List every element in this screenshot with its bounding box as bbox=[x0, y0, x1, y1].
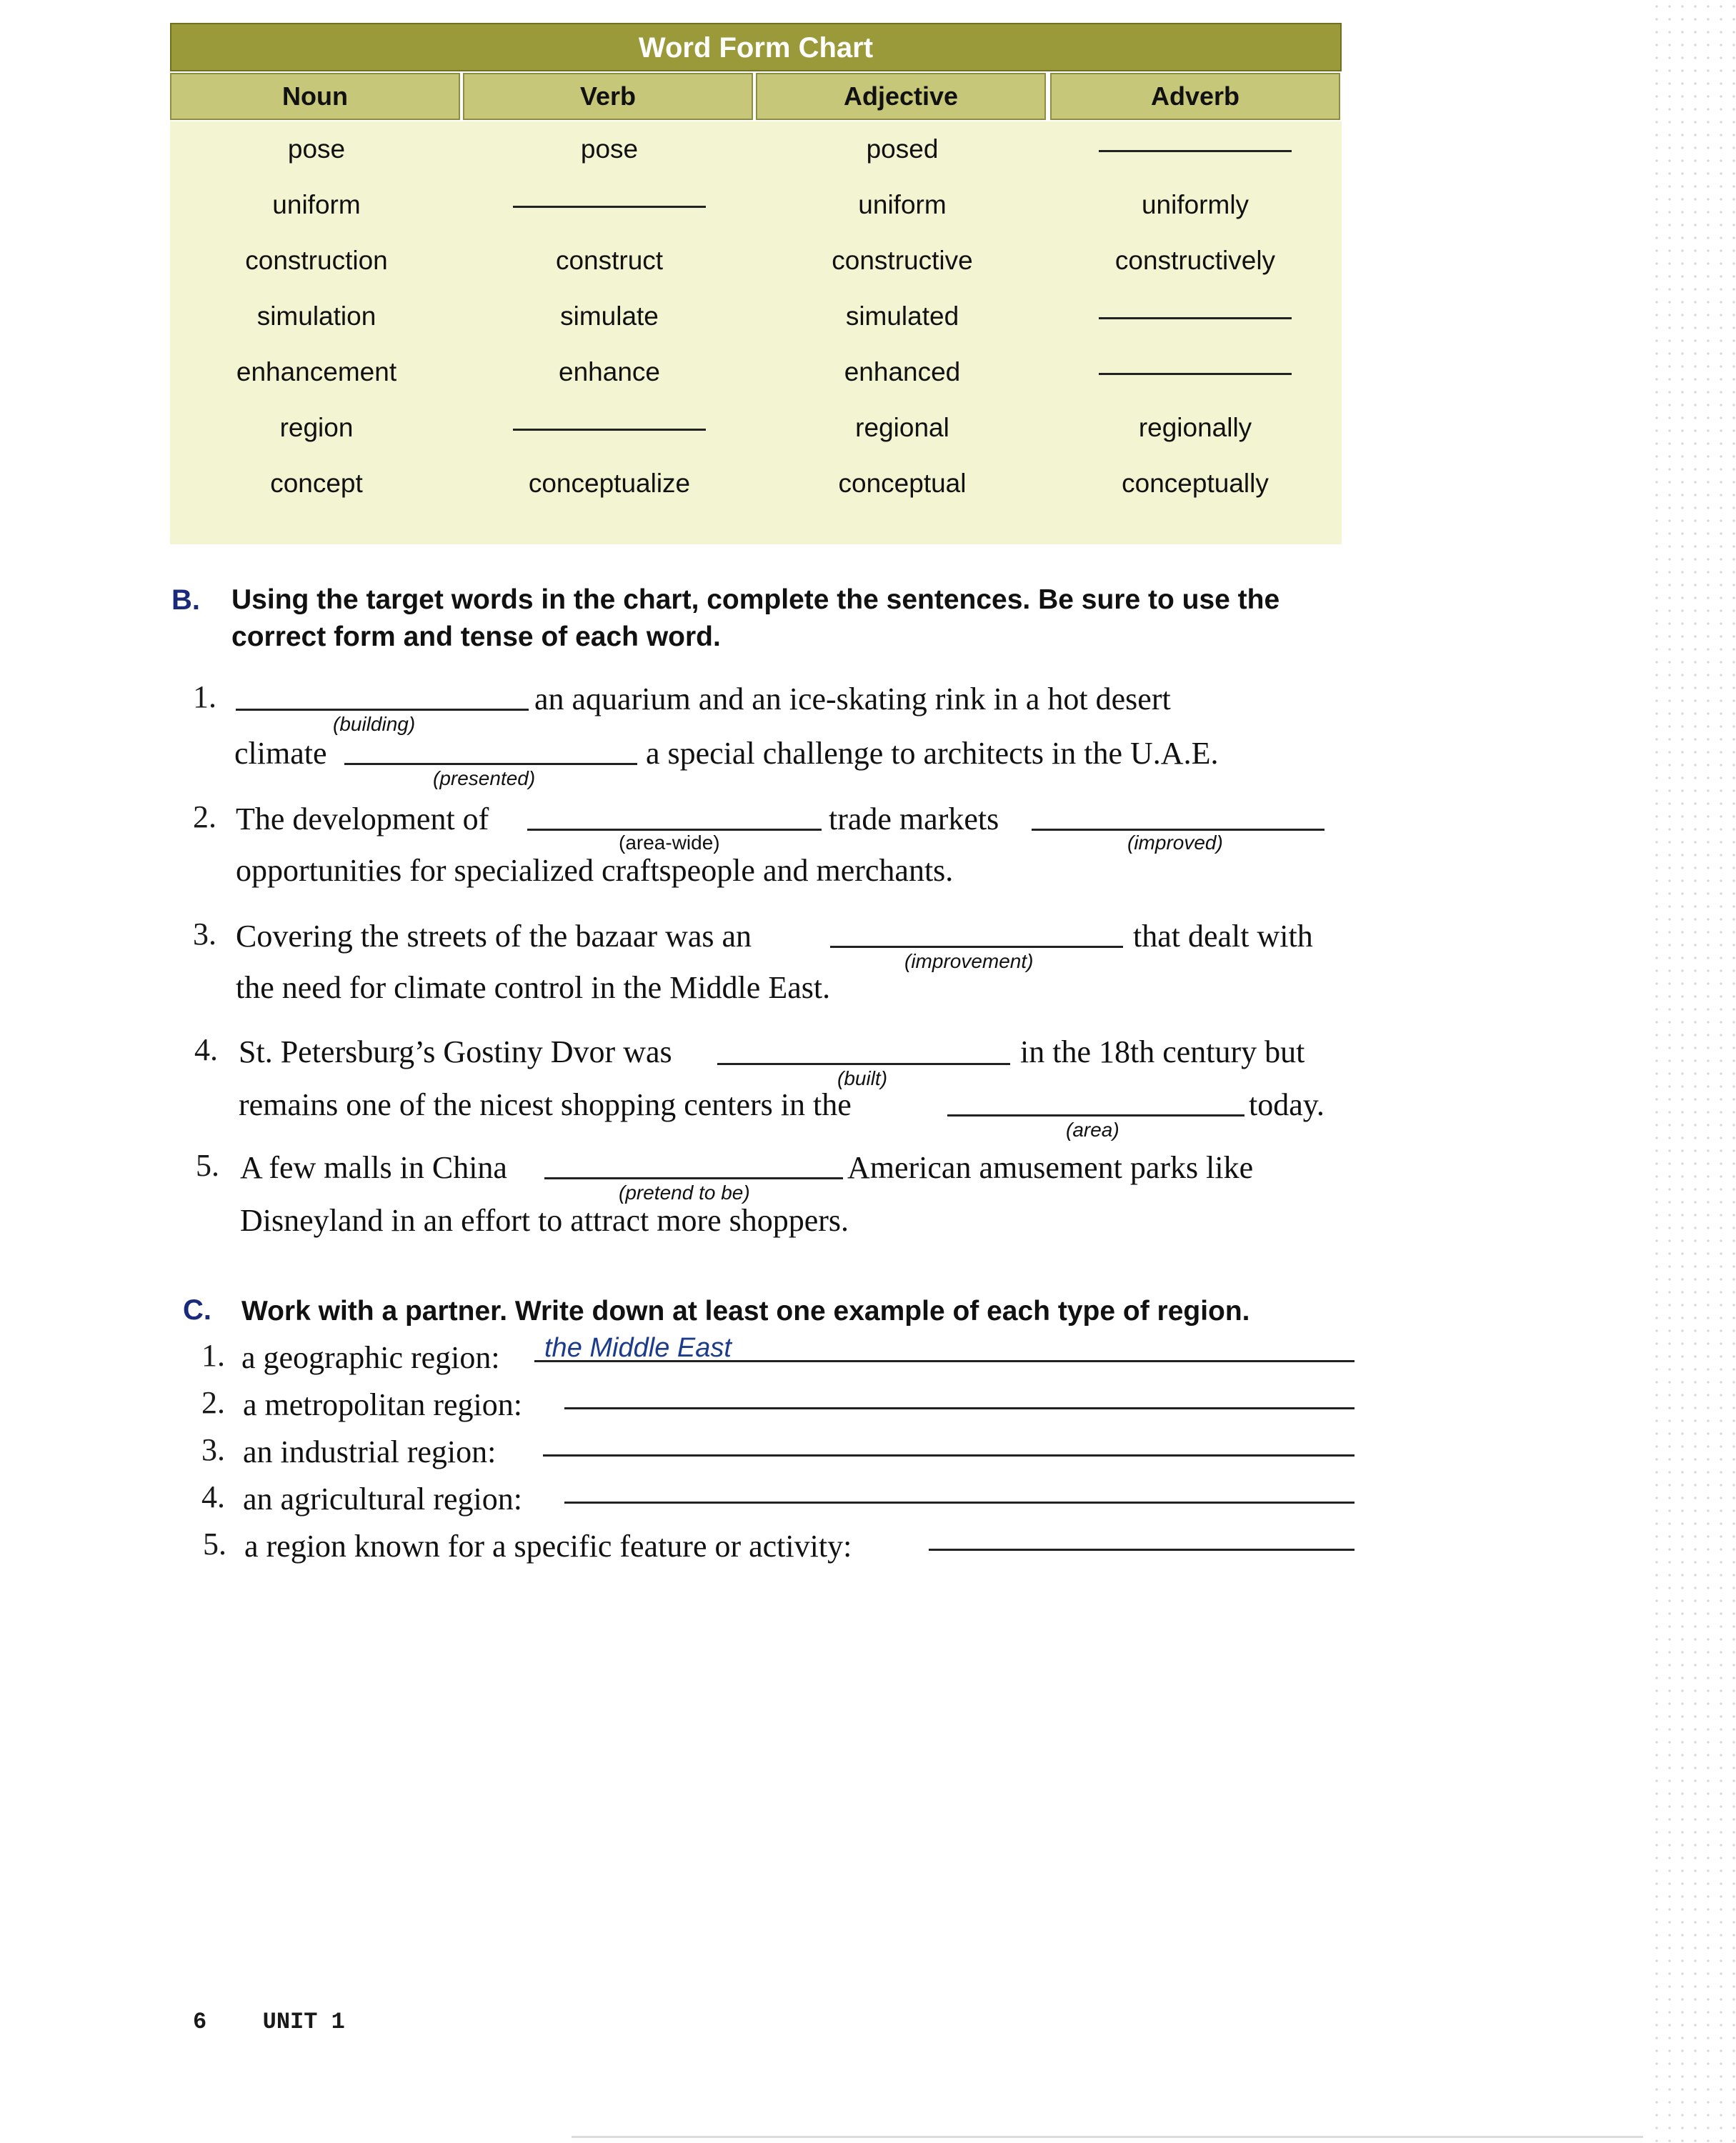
item3-text-a: Covering the streets of the bazaar was an bbox=[236, 919, 752, 954]
cell-adjective: conceptual bbox=[838, 469, 967, 498]
answer-blank[interactable] bbox=[544, 1177, 843, 1179]
cell-adverb-blank[interactable] bbox=[1049, 344, 1342, 400]
item4-text-b: in the 18th century but bbox=[1020, 1034, 1305, 1069]
chart-title: Word Form Chart bbox=[170, 23, 1342, 71]
cell-verb: construct bbox=[555, 246, 664, 275]
page-footer bbox=[193, 2009, 345, 2035]
hint-presented: (presented) bbox=[433, 767, 536, 789]
chart-row bbox=[170, 456, 1342, 511]
item5-text-c: Disneyland in an effort to attract more shoppers. bbox=[240, 1203, 849, 1238]
answer-blank[interactable] bbox=[1099, 316, 1292, 319]
item5-text-a: A few malls in China bbox=[240, 1150, 507, 1185]
hint-improvement: (improvement) bbox=[904, 950, 1034, 972]
item-number: 5. bbox=[196, 1148, 219, 1183]
section-b-letter: B. bbox=[171, 584, 200, 616]
item3-text-c: the need for climate control in the Middle East. bbox=[236, 970, 831, 1005]
answer-line[interactable] bbox=[543, 1454, 1355, 1457]
region-label-agricultural: an agricultural region: bbox=[243, 1482, 522, 1517]
answer-blank[interactable] bbox=[236, 709, 529, 711]
cell-adverb: conceptually bbox=[1122, 469, 1269, 498]
answer-line[interactable] bbox=[564, 1407, 1355, 1409]
item2-text-a: The development of bbox=[236, 801, 489, 836]
answer-line[interactable] bbox=[929, 1549, 1355, 1551]
chart-row bbox=[170, 233, 1342, 289]
item3-text-b: that dealt with bbox=[1133, 919, 1313, 954]
hint-building: (building) bbox=[333, 713, 416, 735]
page-number: 6 bbox=[193, 2009, 207, 2035]
item-number: 1. bbox=[193, 679, 216, 714]
answer-line[interactable] bbox=[564, 1502, 1355, 1504]
cell-adjective: enhanced bbox=[844, 357, 961, 386]
chart-row bbox=[170, 289, 1342, 344]
answer-blank[interactable] bbox=[513, 428, 706, 431]
hint-pretend-to-be: (pretend to be) bbox=[619, 1182, 750, 1204]
item4-text-c: remains one of the nicest shopping centers in the bbox=[239, 1087, 852, 1122]
cell-verb-blank[interactable] bbox=[463, 177, 756, 233]
chart-row bbox=[170, 400, 1342, 456]
chart-body bbox=[170, 121, 1342, 544]
cell-adjective: simulated bbox=[845, 301, 959, 331]
answer-blank[interactable] bbox=[344, 763, 637, 765]
cell-verb: simulate bbox=[560, 301, 659, 331]
cell-adjective: posed bbox=[866, 134, 939, 164]
chart-row bbox=[170, 121, 1342, 177]
item2-text-b: trade markets bbox=[829, 801, 999, 836]
hint-area: (area) bbox=[1066, 1119, 1119, 1141]
word-form-chart bbox=[170, 23, 1342, 523]
cell-noun: simulation bbox=[256, 301, 376, 331]
answer-blank[interactable] bbox=[830, 946, 1123, 948]
answer-geographic: the Middle East bbox=[544, 1333, 732, 1363]
region-label-industrial: an industrial region: bbox=[243, 1434, 497, 1469]
answer-blank[interactable] bbox=[513, 205, 706, 208]
item-number: 3. bbox=[201, 1432, 225, 1467]
page-bottom-edge bbox=[572, 2136, 1643, 2138]
cell-verb-blank[interactable] bbox=[463, 400, 756, 456]
region-label-metropolitan: a metropolitan region: bbox=[243, 1387, 522, 1422]
header-adverb: Adverb bbox=[1050, 73, 1340, 120]
item-number: 2. bbox=[193, 799, 216, 834]
item1-text-b: climate bbox=[234, 736, 327, 771]
section-b-instruction-line1: Using the target words in the chart, complete the sentences. Be sure to use the bbox=[231, 584, 1280, 615]
item-number: 1. bbox=[201, 1338, 225, 1373]
answer-blank[interactable] bbox=[1099, 372, 1292, 375]
cell-adverb: regionally bbox=[1138, 413, 1252, 442]
item4-text-a: St. Petersburg’s Gostiny Dvor was bbox=[239, 1034, 672, 1069]
header-verb: Verb bbox=[463, 73, 753, 120]
region-label-specific-feature: a region known for a specific feature or activity: bbox=[244, 1529, 852, 1564]
item4-text-d: today. bbox=[1249, 1087, 1325, 1122]
cell-verb: conceptualize bbox=[528, 469, 691, 498]
hint-built: (built) bbox=[837, 1067, 888, 1089]
item-number: 3. bbox=[193, 916, 216, 951]
answer-blank[interactable] bbox=[717, 1063, 1010, 1065]
chart-row bbox=[170, 177, 1342, 233]
item-number: 5. bbox=[203, 1527, 226, 1562]
cell-noun: pose bbox=[287, 134, 346, 164]
item1-text-c: a special challenge to architects in the U.A.E. bbox=[646, 736, 1219, 771]
cell-noun: uniform bbox=[272, 190, 361, 219]
item-number: 2. bbox=[201, 1385, 225, 1420]
cell-noun: region bbox=[279, 413, 354, 442]
cell-verb: pose bbox=[580, 134, 639, 164]
cell-adverb: constructively bbox=[1114, 246, 1276, 275]
cell-adverb-blank[interactable] bbox=[1049, 121, 1342, 177]
hint-area-wide: (area-wide) bbox=[619, 831, 720, 854]
section-c-letter: C. bbox=[183, 1294, 211, 1326]
region-label-geographic: a geographic region: bbox=[241, 1340, 500, 1375]
cell-noun: enhancement bbox=[236, 357, 397, 386]
unit-label: UNIT 1 bbox=[262, 2009, 345, 2035]
page-margin-texture bbox=[1650, 0, 1736, 2143]
section-c-instruction: Work with a partner. Write down at least one example of each type of region. bbox=[241, 1296, 1250, 1327]
header-noun: Noun bbox=[170, 73, 460, 120]
chart-header-row bbox=[170, 73, 1342, 120]
item5-text-b: American amusement parks like bbox=[847, 1150, 1254, 1185]
answer-blank[interactable] bbox=[1099, 149, 1292, 152]
answer-blank[interactable] bbox=[1032, 829, 1325, 831]
cell-adjective: regional bbox=[855, 413, 949, 442]
cell-noun: concept bbox=[270, 469, 363, 498]
item-number: 4. bbox=[201, 1479, 225, 1514]
item1-text-a: an aquarium and an ice-skating rink in a hot desert bbox=[534, 681, 1171, 716]
item-number: 4. bbox=[194, 1032, 218, 1067]
cell-adjective: uniform bbox=[858, 190, 947, 219]
answer-blank[interactable] bbox=[527, 829, 822, 831]
cell-adverb-blank[interactable] bbox=[1049, 289, 1342, 344]
header-adjective: Adjective bbox=[756, 73, 1046, 120]
item2-text-c: opportunities for specialized craftspeople and merchants. bbox=[236, 853, 954, 888]
cell-adjective: constructive bbox=[832, 246, 973, 275]
answer-blank[interactable] bbox=[947, 1114, 1244, 1117]
chart-row bbox=[170, 344, 1342, 400]
cell-noun: construction bbox=[245, 246, 388, 275]
cell-adverb: uniformly bbox=[1141, 190, 1249, 219]
cell-verb: enhance bbox=[559, 357, 660, 386]
hint-improved: (improved) bbox=[1127, 831, 1223, 854]
section-b-instruction-line2: correct form and tense of each word. bbox=[231, 621, 721, 652]
